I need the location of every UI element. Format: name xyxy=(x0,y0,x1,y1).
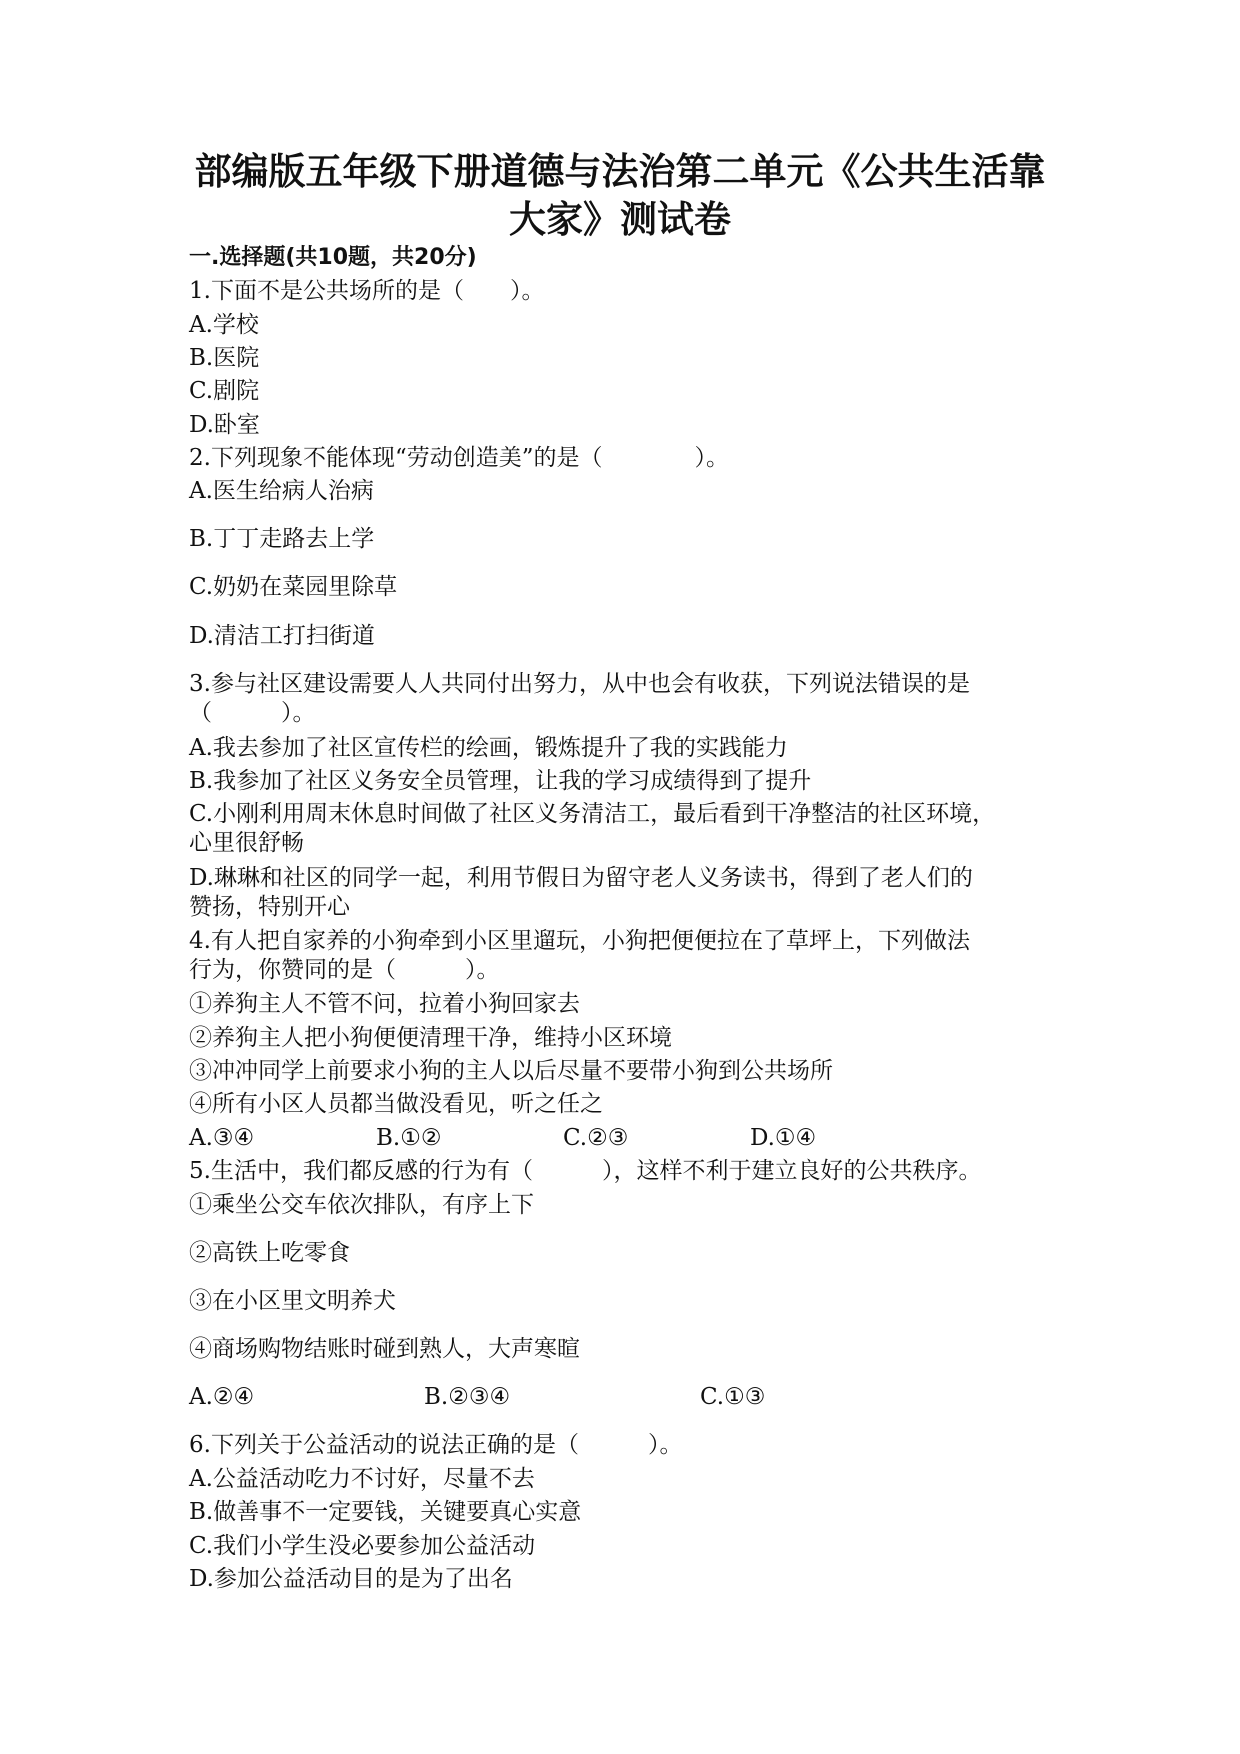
q3-stem-line-2: （ ）。 xyxy=(189,700,316,726)
title-line-2: 大家》测试卷 xyxy=(509,198,731,241)
q3-option-d-line-2: 赞扬，特别开心 xyxy=(189,894,350,920)
q4-option-a: A.③④ xyxy=(189,1125,255,1151)
q4-option-c: C.②③ xyxy=(563,1125,629,1151)
q3-option-b: B.我参加了社区义务安全员管理，让我的学习成绩得到了提升 xyxy=(189,768,812,794)
q2-option-b: B.丁丁走路去上学 xyxy=(189,526,375,552)
q5-item-1: ①乘坐公交车依次排队，有序上下 xyxy=(189,1192,534,1218)
q4-stem-line-2: 行为，你赞同的是（ ）。 xyxy=(189,957,500,983)
q3-stem-line-1: 3.参与社区建设需要人人共同付出努力，从中也会有收获，下列说法错误的是 xyxy=(189,671,970,697)
q6-option-c: C.我们小学生没必要参加公益活动 xyxy=(189,1533,536,1559)
q6-stem: 6.下列关于公益活动的说法正确的是（ ）。 xyxy=(189,1432,683,1458)
q6-option-a: A.公益活动吃力不讨好，尽量不去 xyxy=(189,1466,535,1492)
q2-option-d: D.清洁工打扫街道 xyxy=(189,623,375,649)
q3-option-a: A.我去参加了社区宣传栏的绘画，锻炼提升了我的实践能力 xyxy=(189,735,788,761)
q4-stem-line-1: 4.有人把自家养的小狗牵到小区里遛玩，小狗把便便拉在了草坪上，下列做法 xyxy=(189,928,970,954)
q5-item-2: ②高铁上吃零食 xyxy=(189,1240,350,1266)
q3-option-c-line-2: 心里很舒畅 xyxy=(189,830,304,856)
title-line-1: 部编版五年级下册道德与法治第二单元《公共生活靠 xyxy=(194,150,1046,193)
q6-option-b: B.做善事不一定要钱，关键要真心实意 xyxy=(189,1499,582,1525)
q4-item-1: ①养狗主人不管不问，拉着小狗回家去 xyxy=(189,991,580,1017)
q4-option-b: B.①② xyxy=(376,1125,442,1151)
q5-option-c: C.①③ xyxy=(700,1384,766,1410)
q2-stem: 2.下列现象不能体现“劳动创造美”的是（ ）。 xyxy=(189,445,729,471)
q2-option-a: A.医生给病人治病 xyxy=(189,478,374,504)
q1-stem: 1.下面不是公共场所的是（ ）。 xyxy=(189,278,545,304)
q4-item-4: ④所有小区人员都当做没看见，听之任之 xyxy=(189,1091,603,1117)
q1-option-d: D.卧室 xyxy=(189,412,260,438)
q4-item-3: ③冲冲同学上前要求小狗的主人以后尽量不要带小狗到公共场所 xyxy=(189,1058,833,1084)
q5-option-a: A.②④ xyxy=(189,1384,255,1410)
q5-item-3: ③在小区里文明养犬 xyxy=(189,1288,396,1314)
q1-option-a: A.学校 xyxy=(189,312,259,338)
page-title xyxy=(150,148,1090,244)
section-heading: 一.选择题(共10题，共20分) xyxy=(189,245,477,270)
q1-option-c: C.剧院 xyxy=(189,378,260,404)
q1-option-b: B.医院 xyxy=(189,345,260,371)
q4-item-2: ②养狗主人把小狗便便清理干净，维持小区环境 xyxy=(189,1025,672,1051)
q5-item-4: ④商场购物结账时碰到熟人，大声寒暄 xyxy=(189,1336,580,1362)
q5-option-b: B.②③④ xyxy=(424,1384,511,1410)
q2-option-c: C.奶奶在菜园里除草 xyxy=(189,574,398,600)
q3-option-c-line-1: C.小刚利用周末休息时间做了社区义务清洁工，最后看到干净整洁的社区环境， xyxy=(189,801,996,827)
q3-option-d-line-1: D.琳琳和社区的同学一起，利用节假日为留守老人义务读书，得到了老人们的 xyxy=(189,865,973,891)
q6-option-d: D.参加公益活动目的是为了出名 xyxy=(189,1566,513,1592)
q5-stem: 5.生活中，我们都反感的行为有（ ），这样不利于建立良好的公共秩序。 xyxy=(189,1158,982,1184)
q4-option-d: D.①④ xyxy=(750,1125,817,1151)
